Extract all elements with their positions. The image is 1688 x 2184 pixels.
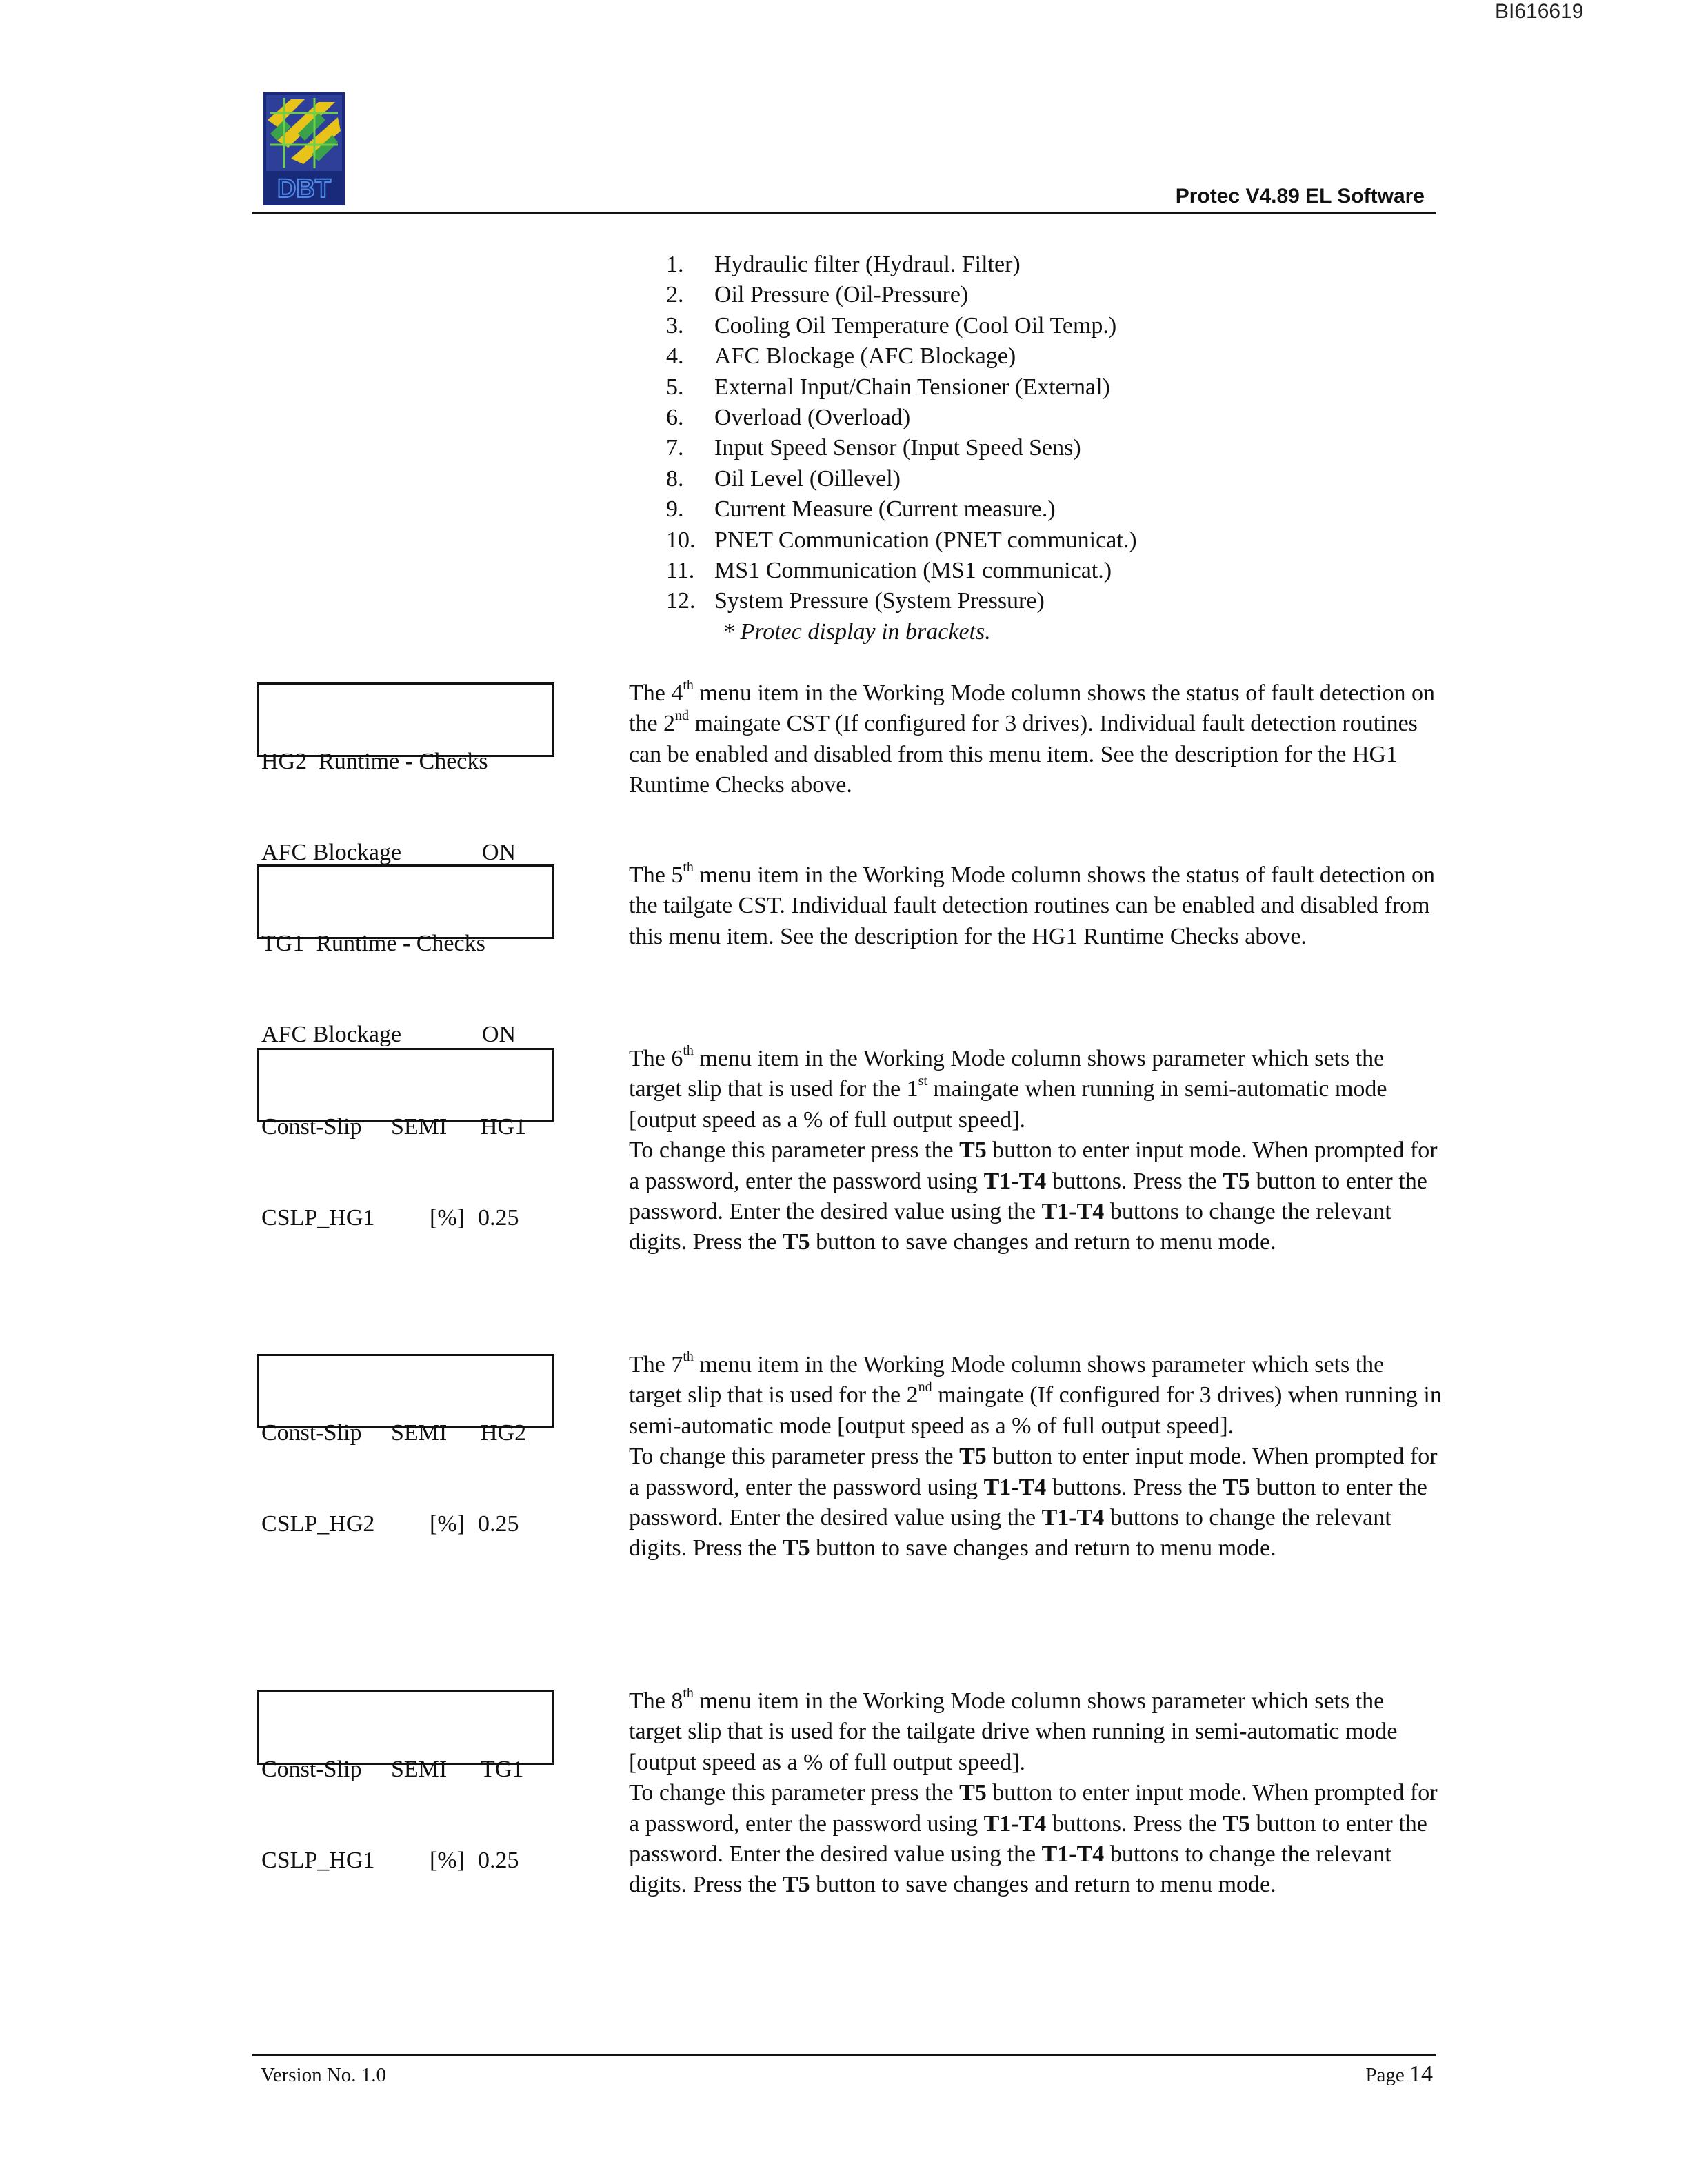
document-title: Protec V4.89 EL Software <box>1175 185 1425 208</box>
display-panel-tg1-runtime-checks: TG1 Runtime - Checks AFC Blockage ON <box>257 865 554 939</box>
input-instructions: To change this parameter press the T5 button to enter input mode. When prompted for a password, enter the password using T1-T4 buttons. Press the T5 button to enter the password. Enter the desired value using the T1-T4 buttons to change the relevant digits. Press the T5 button to save changes and return to menu mode. <box>629 1138 1438 1255</box>
version-number: Version No. 1.0 <box>261 2064 387 2086</box>
list-item: 6. Overload (Overload) <box>666 405 911 431</box>
display-panel-hg2-runtime-checks: HG2 Runtime - Checks AFC Blockage ON <box>257 682 554 757</box>
section-description: The 5th menu item in the Working Mode column shows the status of fault detection on the tailgate CST. Individual fault detection routines can be enabled and disabled from this menu item. See the description for the HG1 Runtime Checks above. <box>629 859 1435 949</box>
footer-rule <box>252 2054 1436 2056</box>
display-panel-const-slip-hg2: Const-Slip SEMI HG2 CSLP_HG2 [%] 0.25 <box>257 1354 554 1428</box>
section-description: The 4th menu item in the Working Mode column shows the status of fault detection on the 2nd maingate CST (If configured for 3 drives). Individual fault detection routines can be enabled and disabled from this menu item. See the description for the HG1 Runtime Checks above. <box>629 677 1435 798</box>
document-id: BI616619 <box>1495 0 1584 23</box>
input-instructions: To change this parameter press the T5 button to enter input mode. When prompted for a password, enter the password using T1-T4 buttons. Press the T5 button to enter the password. Enter the desired value using the T1-T4 buttons to change the relevant digits. Press the T5 button to save changes and return to menu mode. <box>629 1780 1438 1898</box>
fault-detection-list <box>666 250 1137 647</box>
section-description: The 7th menu item in the Working Mode column shows parameter which sets the target slip that is used for the 2nd maingate (If configured for 3 drives) when running in semi-automatic mode [output speed as a % of full output speed]. To change this parameter press the T5 button to enter input mode. When prompted for a password, enter the password using T1-T4 buttons. Press the T5 button to enter the password. Enter the desired value using the T1-T4 buttons to change the relevant digits. Press the T5 button to save changes and return to menu mode. <box>629 1350 1443 1564</box>
display-panel-const-slip-hg1: Const-Slip SEMI HG1 CSLP_HG1 [%] 0.25 <box>257 1048 554 1122</box>
header-rule <box>252 212 1436 214</box>
section-description: The 8th menu item in the Working Mode column shows parameter which sets the target slip that is used for the tailgate drive when running in semi-automatic mode [output speed as a % of full output speed]. To change this parameter press the T5 button to enter input mode. When prompted for a password, enter the password using T1-T4 buttons. Press the T5 button to enter the password. Enter the desired value using the T1-T4 buttons to change the relevant digits. Press the T5 button to save changes and return to menu mode. <box>629 1686 1443 1901</box>
list-item: 1. Hydraulic filter (Hydraul. Filter) <box>666 252 1021 277</box>
display-panel-const-slip-tg1: Const-Slip SEMI TG1 CSLP_HG1 [%] 0.25 <box>257 1690 554 1765</box>
list-item: 5. External Input/Chain Tensioner (External) <box>666 374 1110 400</box>
list-item: 9. Current Measure (Current measure.) <box>666 496 1056 523</box>
dbt-logo <box>263 92 345 205</box>
list-item: 8. Oil Level (Oillevel) <box>666 465 901 492</box>
input-instructions: To change this parameter press the T5 button to enter input mode. When prompted for a password, enter the password using T1-T4 buttons. Press the T5 button to enter the password. Enter the desired value using the T1-T4 buttons to change the relevant digits. Press the T5 button to save changes and return to menu mode. <box>629 1444 1438 1561</box>
list-item: 2. Oil Pressure (Oil-Pressure) <box>666 282 969 308</box>
svg-text:DBT: DBT <box>277 174 332 203</box>
section-description: The 6th menu item in the Working Mode column shows parameter which sets the target slip that is used for the 1st maingate when running in semi-automatic mode [output speed as a % of full output speed]. To change this parameter press the T5 button to enter input mode. When prompted for a password, enter the password using T1-T4 buttons. Press the T5 button to enter the password. Enter the desired value using the T1-T4 buttons to change the relevant digits. Press the T5 button to save changes and return to menu mode. <box>629 1044 1443 1258</box>
list-note: * Protec display in brackets. <box>723 618 991 645</box>
list-item: 7. Input Speed Sensor (Input Speed Sens) <box>666 435 1081 461</box>
list-item: 11. MS1 Communication (MS1 communicat.) <box>666 558 1112 584</box>
list-item: 12. System Pressure (System Pressure) <box>666 588 1045 614</box>
list-item: 4. AFC Blockage (AFC Blockage) <box>666 343 1016 370</box>
page-number: Page 14 <box>1365 2061 1433 2087</box>
list-item: 10. PNET Communication (PNET communicat.) <box>666 527 1137 553</box>
list-item: 3. Cooling Oil Temperature (Cool Oil Temp.) <box>666 312 1117 338</box>
